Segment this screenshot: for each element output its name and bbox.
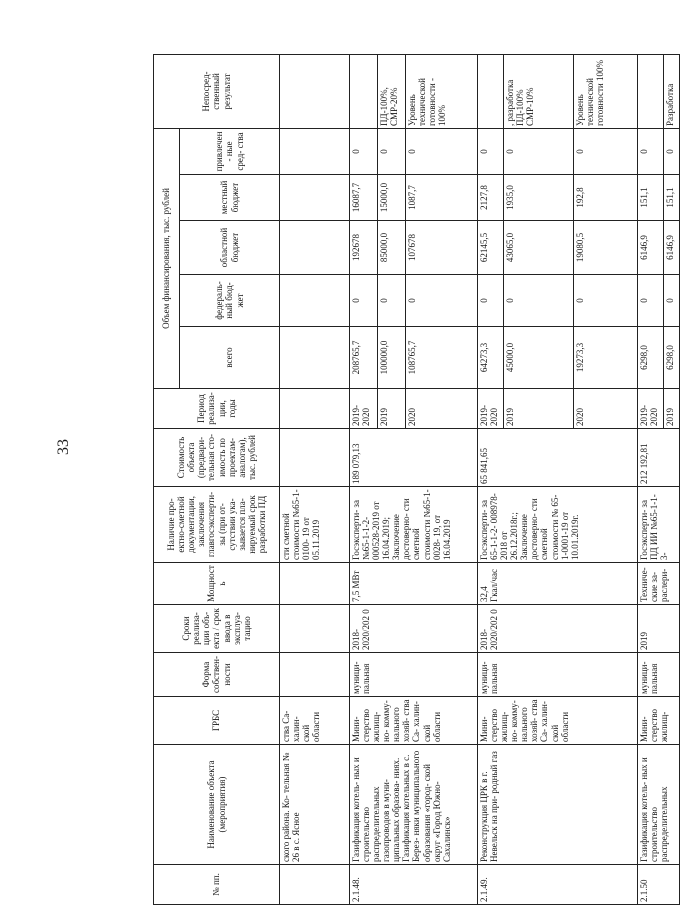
cell-attracted (280, 128, 350, 174)
cell-result: ПД-100%, СМР-20% (378, 54, 406, 128)
cell-attracted: 0 (350, 128, 378, 174)
cell-regional: 85000,0 (378, 221, 406, 275)
cell-num: 2.1.48. (350, 865, 478, 905)
cell-regional: 6146,9 (664, 221, 680, 275)
cell-attracted: 0 (638, 128, 664, 174)
cell-local: 2127,8 (478, 175, 504, 221)
cell-federal: 0 (478, 275, 504, 327)
cell-federal (280, 275, 350, 327)
cell-cost: 65 841,65 (478, 429, 638, 487)
header-total: всего (180, 327, 280, 389)
header-financing: Объем финансирования, тыс. рублей (154, 128, 180, 388)
header-local: местный бюджет (180, 175, 280, 221)
header-cost: Стоимость объекта (предвари- тельная сто- имость по проектам- аналогам), тыс. рублей (154, 429, 280, 487)
cell-total: 108765,7 (406, 327, 478, 389)
cell-federal: 0 (664, 275, 680, 327)
cell-attracted: 0 (478, 128, 504, 174)
cell-result: Уровень технической готовности 100% (574, 54, 638, 128)
cell-local: 151,1 (638, 175, 664, 221)
cell-psd: Госэксперти- за 65-1-1-2- 008978-2018 от 26.12.2018г.; Заключение достоверно- сти сметной стоимости № 65-1-0001-19 от 10.01.2019г. (478, 487, 638, 563)
cell-local: 1935,0 (504, 175, 574, 221)
cell-terms: 2018- 2020/202 0 (478, 605, 638, 653)
cell-attracted: 0 (504, 128, 574, 174)
header-terms: Сроки реализа- ции объ- екта / срок ввода в эксплуа- тацию (154, 605, 280, 653)
cell-period: 2019- 2020 (478, 389, 504, 429)
cell-period: 2019 (504, 389, 574, 429)
header-regional: областной бюджет (180, 221, 280, 275)
header-grbs: ГРБС (154, 697, 280, 745)
cell-federal: 0 (378, 275, 406, 327)
cell-total: 19273,3 (574, 327, 638, 389)
cell-attracted: 0 (574, 128, 638, 174)
cell-grbs: Мини- стерство жилищ- (638, 697, 680, 745)
header-attracted: привлечен- ные сред- ства (180, 128, 280, 174)
cell-attracted: 0 (406, 128, 478, 174)
cell-period: 2020 (574, 389, 638, 429)
cell-name: Газификация котель- ных и строительство распределительных газопроводов в муни- ципальных образова- ниях. Газификация котельных в с. Берез- няки муниципального образования «город- ской округ «Город Южно-Сахалинск» (350, 745, 478, 865)
cell-federal: 0 (638, 275, 664, 327)
cell-ownership: муници- пальная (638, 653, 680, 697)
cell-federal: 0 (504, 275, 574, 327)
cell-attracted: 0 (664, 128, 680, 174)
cell-regional: 19080,5 (574, 221, 638, 275)
cell-period: 2019 (378, 389, 406, 429)
cell-result (350, 54, 378, 128)
header-name: Наименование объекта (мероприятия) (154, 745, 280, 865)
page-number: 33 (55, 439, 72, 455)
table-row (638, 54, 664, 904)
cell-power: 7,5 МВт (350, 563, 478, 605)
cell-power: 32,4 Гкал/час (478, 563, 638, 605)
cell-power (280, 563, 350, 605)
cell-num: 2.1.49. (478, 865, 638, 905)
cell-result (638, 54, 664, 128)
cell-name: Реконструкция ЦРК в г. Невельск на при- родный газ (478, 745, 638, 865)
header-num: № пп. (154, 865, 280, 905)
cell-local: 16087,7 (350, 175, 378, 221)
cell-regional: 107678 (406, 221, 478, 275)
cell-psd: сти сметной стоимости №65-1-0100- 19 от 05.11.2019 (280, 487, 350, 563)
cell-period: 2020 (406, 389, 478, 429)
cell-period: 2019- 2020 (350, 389, 378, 429)
cell-psd: Госэксперти- за №65-1-1-2- 000528-2019 от 16.04.2019; Заключение достоверно- сти сметной стоимости №65-1-0028- 19, от 16.04.2019 (350, 487, 478, 563)
cell-ownership: муници- пальная (478, 653, 638, 697)
cell-regional: 62145,5 (478, 221, 504, 275)
cell-terms (280, 605, 350, 653)
cell-result: , разработка ПД-100% СМР-10% (504, 54, 574, 128)
header-psd: Наличие про- ектно-сметной документации, заключения главгосэксперти- зы (при от- сутствии ука- зывается пла- нируемый срок разработки ПД (154, 487, 280, 563)
cell-terms: 2019 (638, 605, 680, 653)
cell-local: 192,8 (574, 175, 638, 221)
cell-grbs: Мини- стерство жилищ- но- комму- нального хозяй- ства Са- халин- ской области (478, 697, 638, 745)
cell-result: Уровень технической готовности - 100% (406, 54, 478, 128)
cell-total (280, 327, 350, 389)
cell-regional: 43065,0 (504, 221, 574, 275)
table-row (280, 54, 350, 904)
table-row (478, 54, 504, 904)
cell-ownership: муници- пальная (350, 653, 478, 697)
cell-name: Газификация котель- ных и строительство распределительных (638, 745, 680, 865)
cell-name: ского района. Ко- тельная № 26 в с. Ясное (280, 745, 350, 865)
cell-psd: Госэксперти- за ПД ИИ №65-1-1-3- (638, 487, 680, 563)
cell-local: 151,1 (664, 175, 680, 221)
cell-cost: 189 079,13 (350, 429, 478, 487)
cell-grbs: Мини- стерство жилищ- но- комму- нального хозяй- ства Са- халин- ской области (350, 697, 478, 745)
rotated-page-content (153, 60, 675, 905)
cell-cost: 212 192,81 (638, 429, 680, 487)
header-result: Непосред- ственный результат (154, 54, 280, 128)
cell-period: 2019- 2020 (638, 389, 664, 429)
cell-cost (280, 429, 350, 487)
cell-total: 6298,0 (664, 327, 680, 389)
header-ownership: Форма собствен- ности (154, 653, 280, 697)
cell-period (280, 389, 350, 429)
cell-total: 208765,7 (350, 327, 378, 389)
cell-terms: 2018- 2020/202 0 (350, 605, 478, 653)
cell-total: 45000,0 (504, 327, 574, 389)
cell-local: 1087,7 (406, 175, 478, 221)
cell-num (280, 865, 350, 905)
cell-regional (280, 221, 350, 275)
cell-federal: 0 (350, 275, 378, 327)
cell-regional: 6146,9 (638, 221, 664, 275)
cell-ownership (280, 653, 350, 697)
cell-result (280, 54, 350, 128)
cell-total: 6298,0 (638, 327, 664, 389)
cell-regional: 192678 (350, 221, 378, 275)
cell-total: 100000,0 (378, 327, 406, 389)
cell-result (478, 54, 504, 128)
cell-local: 15000,0 (378, 175, 406, 221)
header-period: Период реализа- ции, годы (154, 389, 280, 429)
financing-table (153, 54, 680, 905)
cell-federal: 0 (574, 275, 638, 327)
table-row (350, 54, 378, 904)
cell-power: Техниче- ские за- раслери- (638, 563, 680, 605)
cell-total: 64273,3 (478, 327, 504, 389)
cell-local (280, 175, 350, 221)
header-federal: федераль- ный бюд- жет (180, 275, 280, 327)
cell-federal: 0 (406, 275, 478, 327)
cell-result: Разработка (664, 54, 680, 128)
header-power: Мощность (154, 563, 280, 605)
cell-period: 2019 (664, 389, 680, 429)
cell-grbs: ства Са- халин- ской области (280, 697, 350, 745)
cell-attracted: 0 (378, 128, 406, 174)
cell-num: 2.1.50 (638, 865, 680, 905)
